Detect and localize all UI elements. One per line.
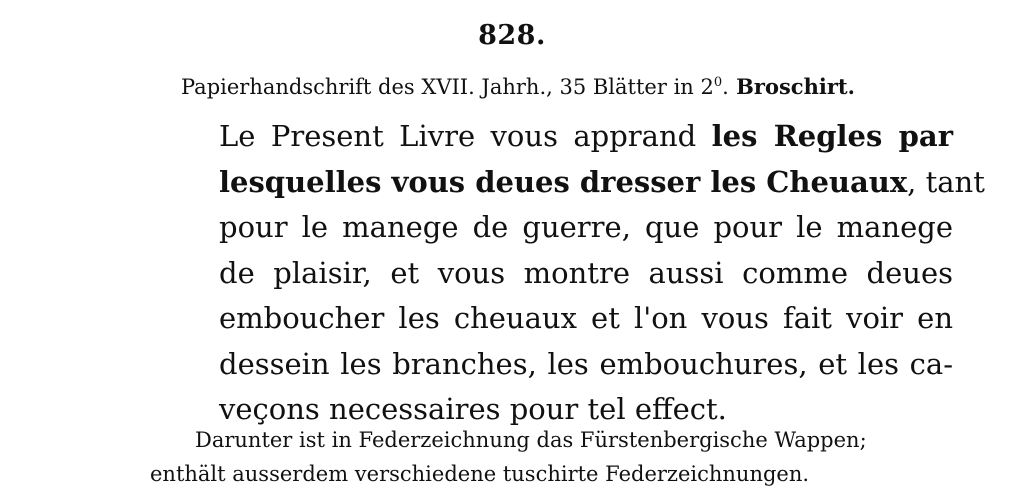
description-period: . — [722, 75, 729, 99]
entry-description — [181, 74, 855, 99]
description-binding: Broschirt. — [728, 74, 855, 99]
description-format-degree: 0 — [713, 75, 723, 90]
title-line-4: de plaisir, et vous montre aussi comme deues — [219, 255, 953, 290]
title-line-3: pour le manege de guerre, que pour le manege — [219, 210, 953, 244]
title-line-5: emboucher les cheuaux et l'on vous fait voir en — [219, 301, 953, 335]
entry-number: 828. — [478, 20, 546, 51]
title-line-2 — [219, 160, 985, 206]
title-line-1-bold: les Regles par — [711, 119, 953, 153]
title-line-1-text: Le Present Livre vous apprand — [219, 119, 712, 153]
note-line-1: Darunter ist in Federzeichnung das Fürstenbergische Wappen; — [195, 428, 867, 452]
title-line-7: veçons necessaires pour tel effect. — [219, 392, 727, 426]
description-text: Papierhandschrift des XVII. Jahrh., 35 Blätter in 2 — [181, 75, 714, 99]
manuscript-title — [219, 114, 985, 433]
title-line-6: dessein les branches, les embouchures, et les ca- — [219, 346, 953, 381]
title-line-2-bold: lesquelles vous deues dresser les Cheuaux — [219, 164, 908, 199]
title-line-2-text: , tant — [907, 164, 985, 199]
note-line-2: enthält ausserdem verschiedene tuschirte Federzeichnungen. — [150, 462, 810, 486]
title-line-1 — [219, 114, 953, 160]
